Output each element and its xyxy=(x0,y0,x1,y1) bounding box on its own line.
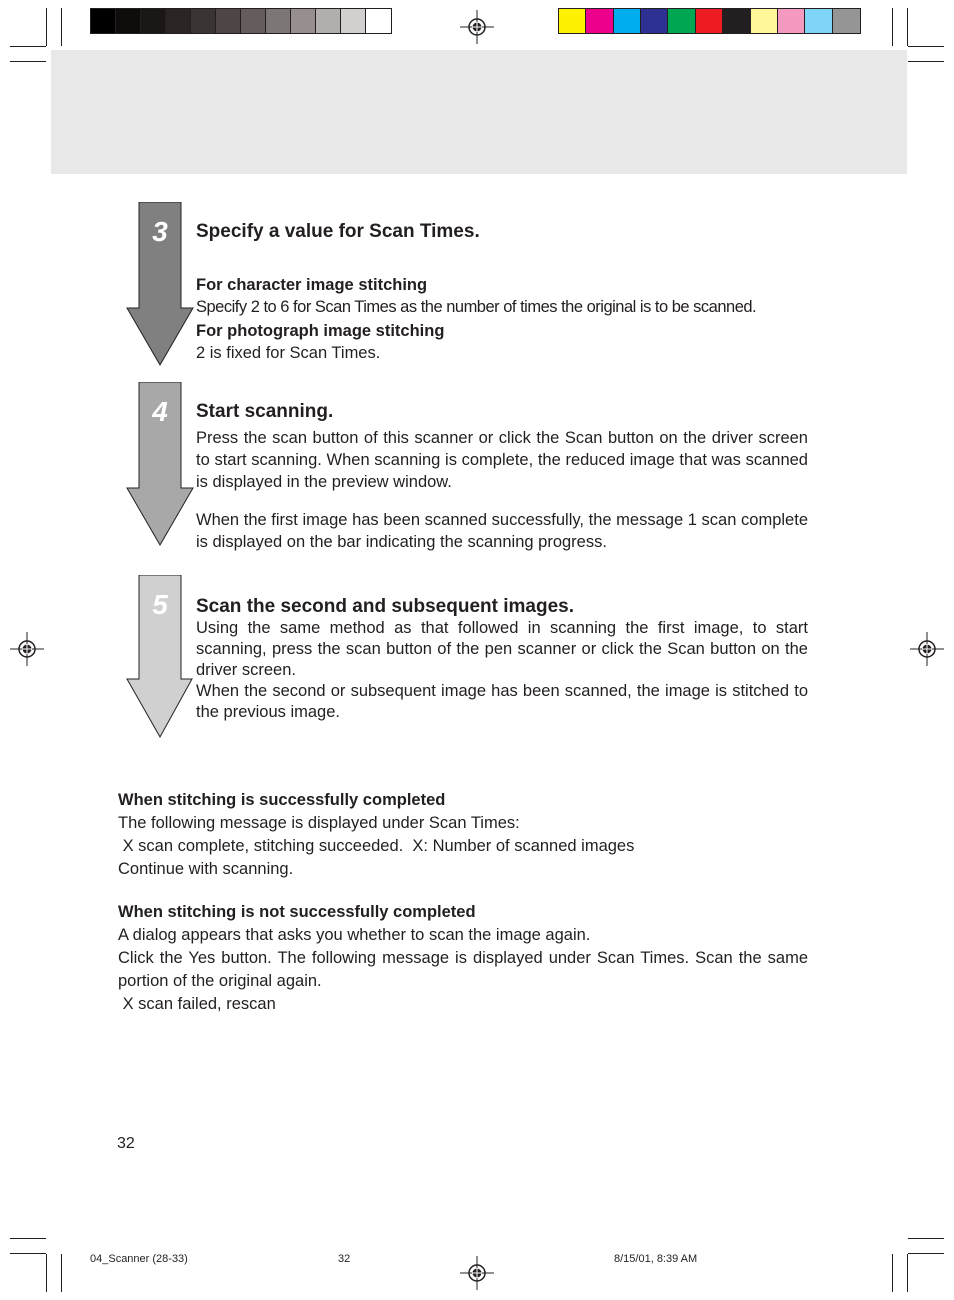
crop-mark xyxy=(10,1238,46,1239)
registration-mark-icon xyxy=(460,1256,494,1290)
step-paragraph: Press the scan button of this scanner or click the Scan button on the driver screen to start scanning. When scanning is complete, the reduced image that was scanned is displayed in the preview window. xyxy=(196,429,808,491)
step-5-arrow-icon xyxy=(126,575,194,739)
footer-filename: 04_Scanner (28-33) xyxy=(90,1253,188,1265)
registration-mark-icon xyxy=(910,632,944,666)
color-swatch xyxy=(316,9,341,33)
color-swatch xyxy=(778,9,805,33)
color-swatch xyxy=(751,9,778,33)
crop-mark xyxy=(892,1254,893,1292)
color-swatch xyxy=(559,9,586,33)
note-line: The following message is displayed under Scan Times: xyxy=(118,814,520,832)
block-heading: For photograph image stitching xyxy=(196,322,445,340)
color-swatch xyxy=(266,9,291,33)
color-swatch xyxy=(191,9,216,33)
step-3-content xyxy=(196,221,808,364)
note-line: A dialog appears that asks you whether to scan the image again. xyxy=(118,926,591,944)
color-swatch xyxy=(805,9,832,33)
color-swatch xyxy=(366,9,391,33)
crop-mark xyxy=(61,1254,62,1292)
color-swatch xyxy=(91,9,116,33)
header-band xyxy=(51,50,907,174)
color-swatch xyxy=(696,9,723,33)
crop-mark xyxy=(10,1253,46,1254)
note-heading: When stitching is successfully completed xyxy=(118,791,446,809)
color-swatch xyxy=(216,9,241,33)
color-swatch xyxy=(141,9,166,33)
step-number: 5 xyxy=(152,589,168,620)
step-5-content xyxy=(196,596,808,723)
crop-mark xyxy=(908,46,944,47)
page-number: 32 xyxy=(117,1135,135,1152)
color-swatch xyxy=(614,9,641,33)
registration-mark-icon xyxy=(460,10,494,44)
crop-mark xyxy=(908,1253,944,1254)
step-paragraph: Using the same method as that followed in scanning the first image, to start scanning, press the scan button of the pen scanner or click the Scan button on the driver screen. xyxy=(196,619,808,679)
note-failure xyxy=(118,901,808,1016)
step-title: Start scanning. xyxy=(196,401,334,422)
grayscale-color-bar xyxy=(90,8,392,34)
step-number: 4 xyxy=(152,396,168,427)
footer-datetime: 8/15/01, 8:39 AM xyxy=(614,1253,698,1265)
crop-mark xyxy=(908,1238,944,1239)
crop-mark xyxy=(10,61,46,62)
process-color-bar xyxy=(558,8,861,34)
crop-mark xyxy=(907,1254,908,1292)
step-title: Scan the second and subsequent images. xyxy=(196,596,574,617)
step-title: Specify a value for Scan Times. xyxy=(196,221,480,242)
crop-mark xyxy=(908,61,944,62)
crop-mark xyxy=(907,8,908,46)
block-heading: For character image stitching xyxy=(196,276,428,294)
step-paragraph: When the first image has been scanned successfully, the message 1 scan complete is displayed on the bar indicating the scanning progress. xyxy=(196,511,808,551)
note-line: Click the Yes button. The following message is displayed under Scan Times. Scan the same portion of the original again. xyxy=(118,949,808,990)
crop-mark xyxy=(46,1254,47,1292)
color-swatch xyxy=(668,9,695,33)
crop-mark xyxy=(892,8,893,46)
crop-mark xyxy=(46,8,47,46)
note-line: X scan failed, rescan xyxy=(118,995,276,1013)
color-swatch xyxy=(586,9,613,33)
color-swatch xyxy=(641,9,668,33)
color-swatch xyxy=(833,9,860,33)
step-3-arrow-icon xyxy=(126,202,194,366)
note-line: X scan complete, stitching succeeded. X: Number of scanned images xyxy=(118,837,635,855)
step-paragraph: When the second or subsequent image has been scanned, the image is stitched to the previous image. xyxy=(196,682,808,721)
step-4-arrow-icon xyxy=(126,382,194,546)
block-text: Specify 2 to 6 for Scan Times as the number of times the original is to be scanned. xyxy=(196,298,757,316)
registration-mark-icon xyxy=(10,632,44,666)
note-line: Continue with scanning. xyxy=(118,860,294,878)
color-swatch xyxy=(291,9,316,33)
color-swatch xyxy=(116,9,141,33)
step-4-content xyxy=(196,401,808,553)
color-swatch xyxy=(341,9,366,33)
crop-mark xyxy=(61,8,62,46)
footer-page: 32 xyxy=(338,1253,351,1265)
note-heading: When stitching is not successfully completed xyxy=(118,903,476,921)
color-swatch xyxy=(166,9,191,33)
crop-mark xyxy=(10,46,46,47)
step-number: 3 xyxy=(152,216,168,247)
color-swatch xyxy=(241,9,266,33)
block-text: 2 is fixed for Scan Times. xyxy=(196,344,381,362)
note-success xyxy=(118,789,808,881)
color-swatch xyxy=(723,9,750,33)
